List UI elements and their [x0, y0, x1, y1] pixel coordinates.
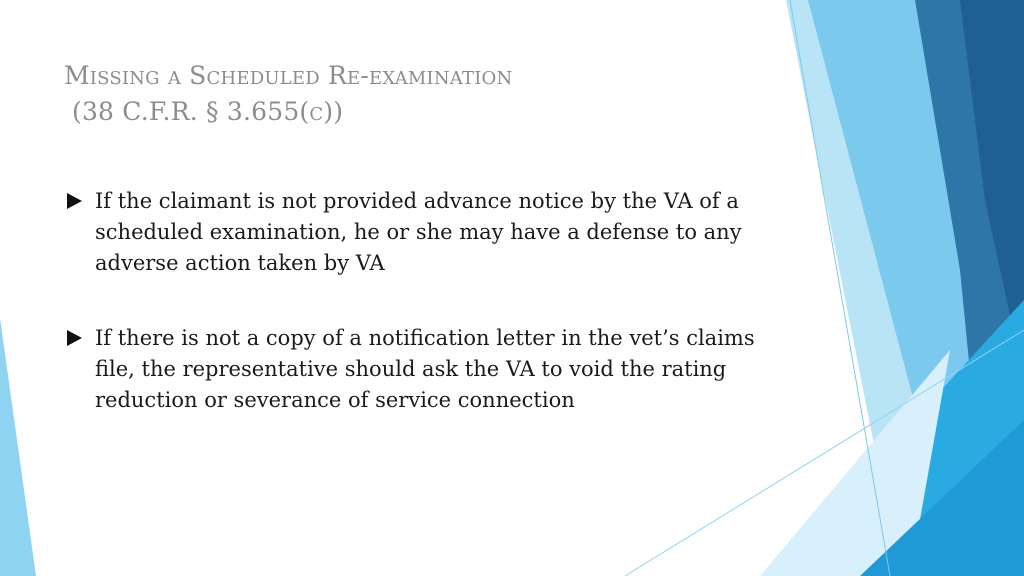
bullet-text: If the claimant is not provided advance notice by the VA of a scheduled examination, he or she may have a defense to any adverse action taken by VA — [95, 189, 742, 275]
slide-title — [64, 58, 764, 130]
bullet-item — [64, 186, 784, 279]
bullet-text: If there is not a copy of a notification letter in the vet’s claims file, the representative should ask the VA to void the rating reduction or severance of service connection — [95, 326, 755, 412]
left-edge-shape — [0, 318, 36, 576]
bullet-list — [64, 186, 784, 460]
triangle-bullet-icon — [67, 193, 82, 209]
bullet-item — [64, 323, 784, 416]
slide-title-line1: Missing a Scheduled Re-examination — [64, 61, 513, 90]
triangle-bullet-icon — [67, 330, 82, 346]
slide-title-line2: (38 C.F.R. § 3.655(c)) — [72, 97, 344, 126]
